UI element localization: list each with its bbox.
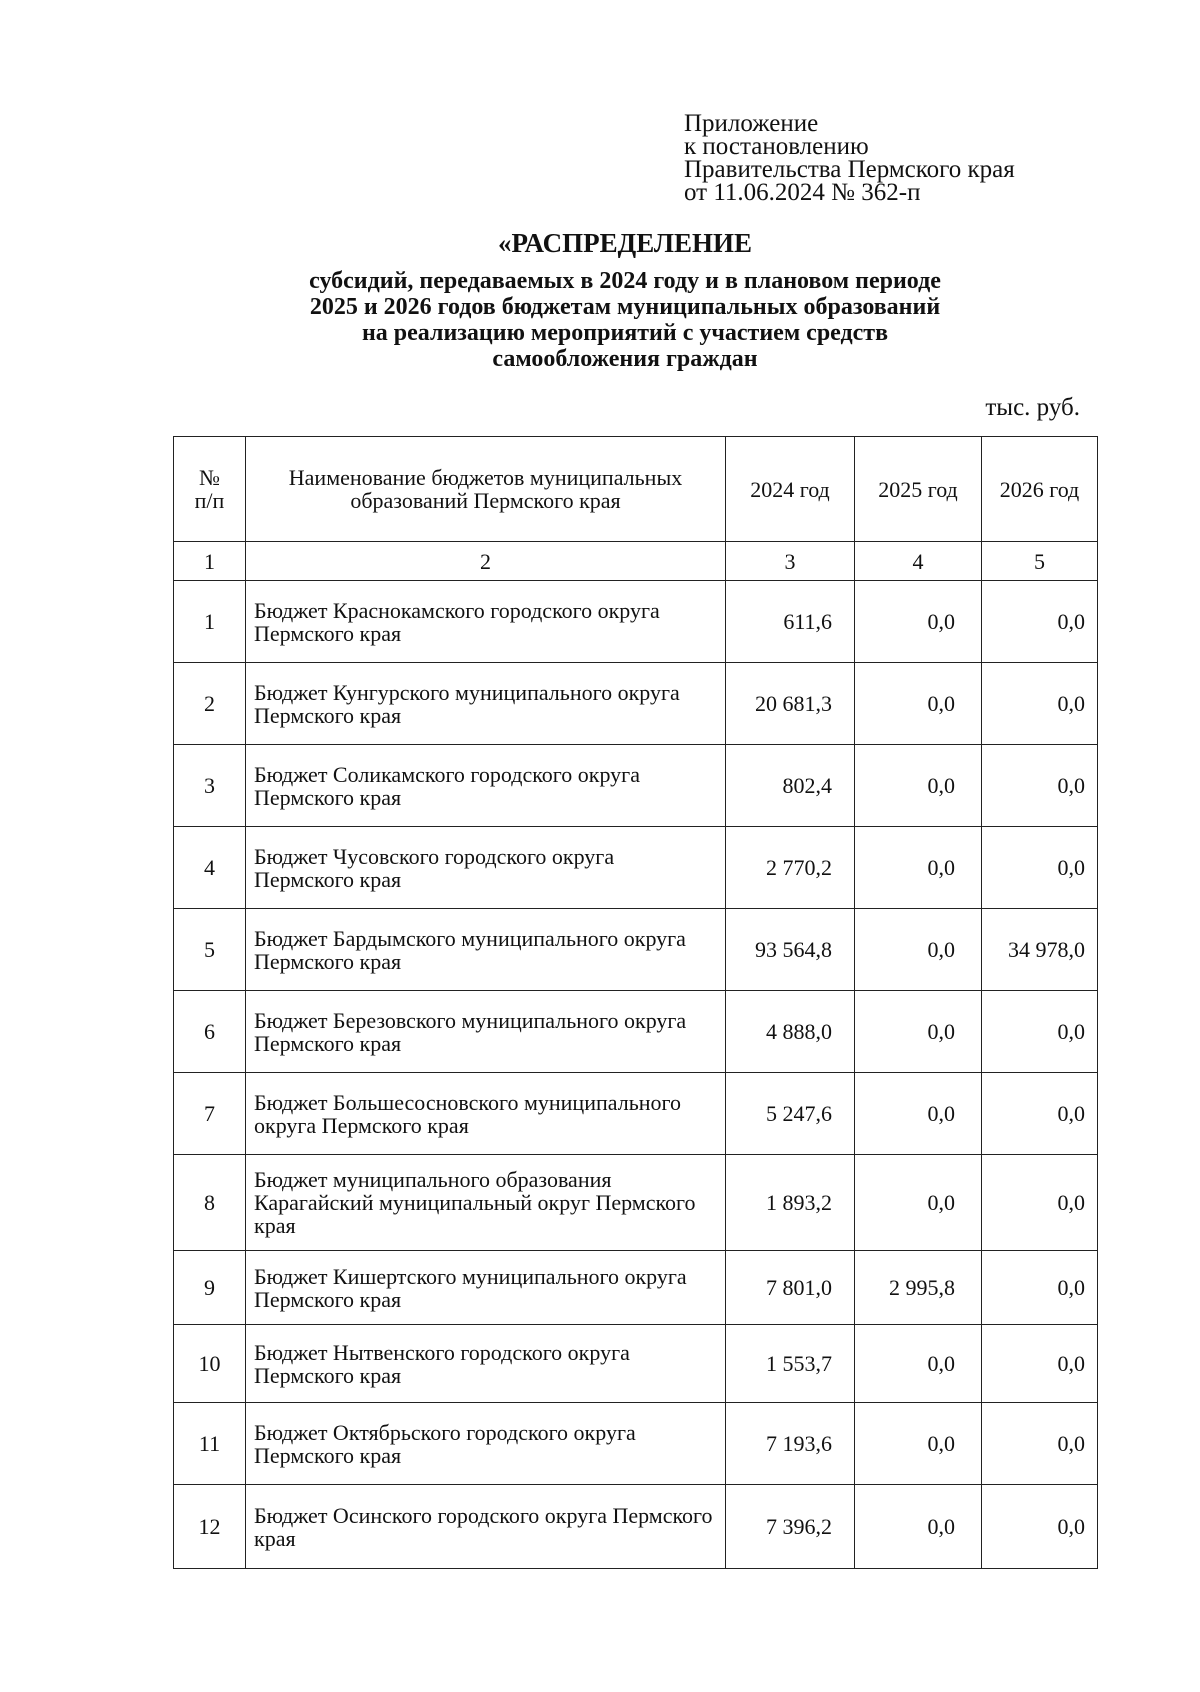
row-budget-name: Бюджет Кунгурского муниципального округа Пермского края: [246, 663, 726, 745]
column-numbers-row: [174, 542, 1098, 581]
row-value-2024: 7 396,2: [726, 1485, 855, 1569]
row-value-2026: 0,0: [982, 1155, 1098, 1251]
header-num: № п/п: [174, 437, 246, 542]
row-budget-name: Бюджет Октябрьского городского округа Пермского края: [246, 1403, 726, 1485]
row-value-2025: 0,0: [855, 745, 982, 827]
table-row: [174, 909, 1098, 991]
row-number: 12: [174, 1485, 246, 1569]
table-row: [174, 581, 1098, 663]
row-value-2026: 0,0: [982, 1325, 1098, 1403]
row-value-2026: 0,0: [982, 1073, 1098, 1155]
row-value-2026: 34 978,0: [982, 909, 1098, 991]
row-value-2025: 0,0: [855, 827, 982, 909]
row-value-2025: 0,0: [855, 581, 982, 663]
row-budget-name: Бюджет Бардымского муниципального округа Пермского края: [246, 909, 726, 991]
row-number: 2: [174, 663, 246, 745]
row-value-2024: 611,6: [726, 581, 855, 663]
annex-block: [684, 112, 1015, 204]
column-number: 3: [726, 542, 855, 581]
subsidy-table: [173, 436, 1098, 1569]
row-number: 3: [174, 745, 246, 827]
row-value-2026: 0,0: [982, 991, 1098, 1073]
row-value-2026: 0,0: [982, 745, 1098, 827]
row-value-2024: 4 888,0: [726, 991, 855, 1073]
table-row: [174, 991, 1098, 1073]
table-row: [174, 1403, 1098, 1485]
row-value-2024: 1 553,7: [726, 1325, 855, 1403]
row-number: 10: [174, 1325, 246, 1403]
row-value-2025: 0,0: [855, 1485, 982, 1569]
row-value-2025: 2 995,8: [855, 1251, 982, 1325]
row-value-2025: 0,0: [855, 663, 982, 745]
row-value-2024: 802,4: [726, 745, 855, 827]
subtitle-line: на реализацию мероприятий с участием средств: [361, 320, 889, 346]
row-value-2024: 93 564,8: [726, 909, 855, 991]
row-value-2025: 0,0: [855, 1073, 982, 1155]
subtitle-line: 2025 и 2026 годов бюджетам муниципальных образований: [309, 294, 941, 320]
header-2026: 2026 год: [982, 437, 1098, 542]
row-value-2025: 0,0: [855, 909, 982, 991]
row-budget-name: Бюджет Большесосновского муниципального округа Пермского края: [246, 1073, 726, 1155]
row-number: 1: [174, 581, 246, 663]
annex-line: от 11.06.2024 № 362-п: [684, 179, 921, 206]
annex-line: Правительства Пермского края: [684, 156, 1015, 183]
row-value-2024: 2 770,2: [726, 827, 855, 909]
row-budget-name: Бюджет Краснокамского городского округа Пермского края: [246, 581, 726, 663]
row-number: 11: [174, 1403, 246, 1485]
table-row: [174, 1325, 1098, 1403]
row-number: 7: [174, 1073, 246, 1155]
table-header-row: [174, 437, 1098, 542]
row-value-2025: 0,0: [855, 1155, 982, 1251]
row-budget-name: Бюджет Березовского муниципального округа Пермского края: [246, 991, 726, 1073]
row-value-2024: 1 893,2: [726, 1155, 855, 1251]
units-label: тыс. руб.: [985, 394, 1080, 421]
row-number: 8: [174, 1155, 246, 1251]
row-budget-name: Бюджет Нытвенского городского округа Пермского края: [246, 1325, 726, 1403]
document-title: «РАСПРЕДЕЛЕНИЕ: [497, 228, 753, 258]
row-budget-name: Бюджет Кишертского муниципального округа Пермского края: [246, 1251, 726, 1325]
subtitle-line: самообложения граждан: [492, 346, 758, 372]
table-row: [174, 1485, 1098, 1569]
table-row: [174, 827, 1098, 909]
row-value-2025: 0,0: [855, 1403, 982, 1485]
row-number: 9: [174, 1251, 246, 1325]
row-value-2024: 20 681,3: [726, 663, 855, 745]
row-value-2024: 5 247,6: [726, 1073, 855, 1155]
document-subtitle: [0, 268, 1200, 372]
table-row: [174, 745, 1098, 827]
annex-line: Приложение: [684, 110, 819, 137]
table-row: [174, 1155, 1098, 1251]
row-number: 5: [174, 909, 246, 991]
row-value-2026: 0,0: [982, 1485, 1098, 1569]
row-value-2026: 0,0: [982, 581, 1098, 663]
row-value-2026: 0,0: [982, 1403, 1098, 1485]
header-2025: 2025 год: [855, 437, 982, 542]
column-number: 5: [982, 542, 1098, 581]
row-value-2025: 0,0: [855, 991, 982, 1073]
column-number: 4: [855, 542, 982, 581]
table-row: [174, 1251, 1098, 1325]
row-value-2026: 0,0: [982, 827, 1098, 909]
table-row: [174, 663, 1098, 745]
row-number: 6: [174, 991, 246, 1073]
row-value-2024: 7 801,0: [726, 1251, 855, 1325]
header-2024: 2024 год: [726, 437, 855, 542]
row-number: 4: [174, 827, 246, 909]
row-value-2025: 0,0: [855, 1325, 982, 1403]
row-value-2024: 7 193,6: [726, 1403, 855, 1485]
subtitle-line: субсидий, передаваемых в 2024 году и в плановом периоде: [309, 268, 941, 294]
annex-line: к постановлению: [684, 133, 869, 160]
header-name: Наименование бюджетов муниципальных образований Пермского края: [246, 437, 726, 542]
row-budget-name: Бюджет Соликамского городского округа Пермского края: [246, 745, 726, 827]
column-number: 1: [174, 542, 246, 581]
column-number: 2: [246, 542, 726, 581]
table-row: [174, 1073, 1098, 1155]
row-budget-name: Бюджет Чусовского городского округа Пермского края: [246, 827, 726, 909]
row-budget-name: Бюджет муниципального образования Карагайский муниципальный округ Пермского края: [246, 1155, 726, 1251]
row-budget-name: Бюджет Осинского городского округа Пермского края: [246, 1485, 726, 1569]
row-value-2026: 0,0: [982, 1251, 1098, 1325]
row-value-2026: 0,0: [982, 663, 1098, 745]
